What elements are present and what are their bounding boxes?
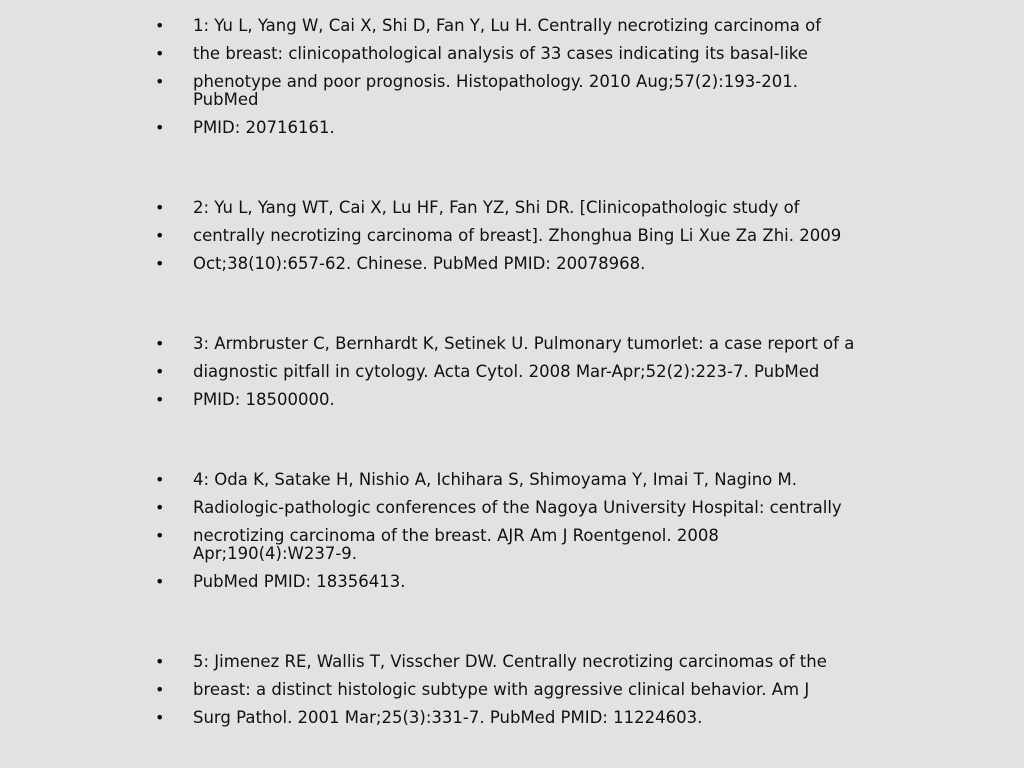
spacer xyxy=(155,142,1015,194)
ref-1-line-3: • phenotype and poor prognosis. Histopathology. 2010 Aug;57(2):193-201. PubMed xyxy=(155,68,1015,114)
ref-3-line-1: • 3: Armbruster C, Bernhardt K, Setinek U. Pulmonary tumorlet: a case report of a xyxy=(155,330,1015,358)
spacer xyxy=(155,596,1015,648)
ref-2-line-1: • 2: Yu L, Yang WT, Cai X, Lu HF, Fan YZ, Shi DR. [Clinicopathologic study of xyxy=(155,194,1015,222)
ref-4-line-3: • necrotizing carcinoma of the breast. AJR Am J Roentgenol. 2008 Apr;190(4):W237-9. xyxy=(155,522,1015,568)
ref-1-line-4: • PMID: 20716161. xyxy=(155,114,1015,142)
ref-5-line-2: • breast: a distinct histologic subtype with aggressive clinical behavior. Am J xyxy=(155,676,1015,704)
ref-4-line-2: • Radiologic-pathologic conferences of the Nagoya University Hospital: centrally xyxy=(155,494,1015,522)
ref-1-line-1: • 1: Yu L, Yang W, Cai X, Shi D, Fan Y, Lu H. Centrally necrotizing carcinoma of xyxy=(155,12,1015,40)
reference-list xyxy=(155,12,1015,732)
ref-3-line-2: • diagnostic pitfall in cytology. Acta Cytol. 2008 Mar-Apr;52(2):223-7. PubMed xyxy=(155,358,1015,386)
ref-2-line-2: • centrally necrotizing carcinoma of breast]. Zhonghua Bing Li Xue Za Zhi. 2009 xyxy=(155,222,1015,250)
ref-3-line-3: • PMID: 18500000. xyxy=(155,386,1015,414)
ref-1-line-2: • the breast: clinicopathological analysis of 33 cases indicating its basal-like xyxy=(155,40,1015,68)
spacer xyxy=(155,414,1015,466)
ref-4-line-4: • PubMed PMID: 18356413. xyxy=(155,568,1015,596)
ref-5-line-3: • Surg Pathol. 2001 Mar;25(3):331-7. PubMed PMID: 11224603. xyxy=(155,704,1015,732)
ref-4-line-1: • 4: Oda K, Satake H, Nishio A, Ichihara S, Shimoyama Y, Imai T, Nagino M. xyxy=(155,466,1015,494)
ref-2-line-3: • Oct;38(10):657-62. Chinese. PubMed PMID: 20078968. xyxy=(155,250,1015,278)
ref-5-line-1: • 5: Jimenez RE, Wallis T, Visscher DW. Centrally necrotizing carcinomas of the xyxy=(155,648,1015,676)
spacer xyxy=(155,278,1015,330)
